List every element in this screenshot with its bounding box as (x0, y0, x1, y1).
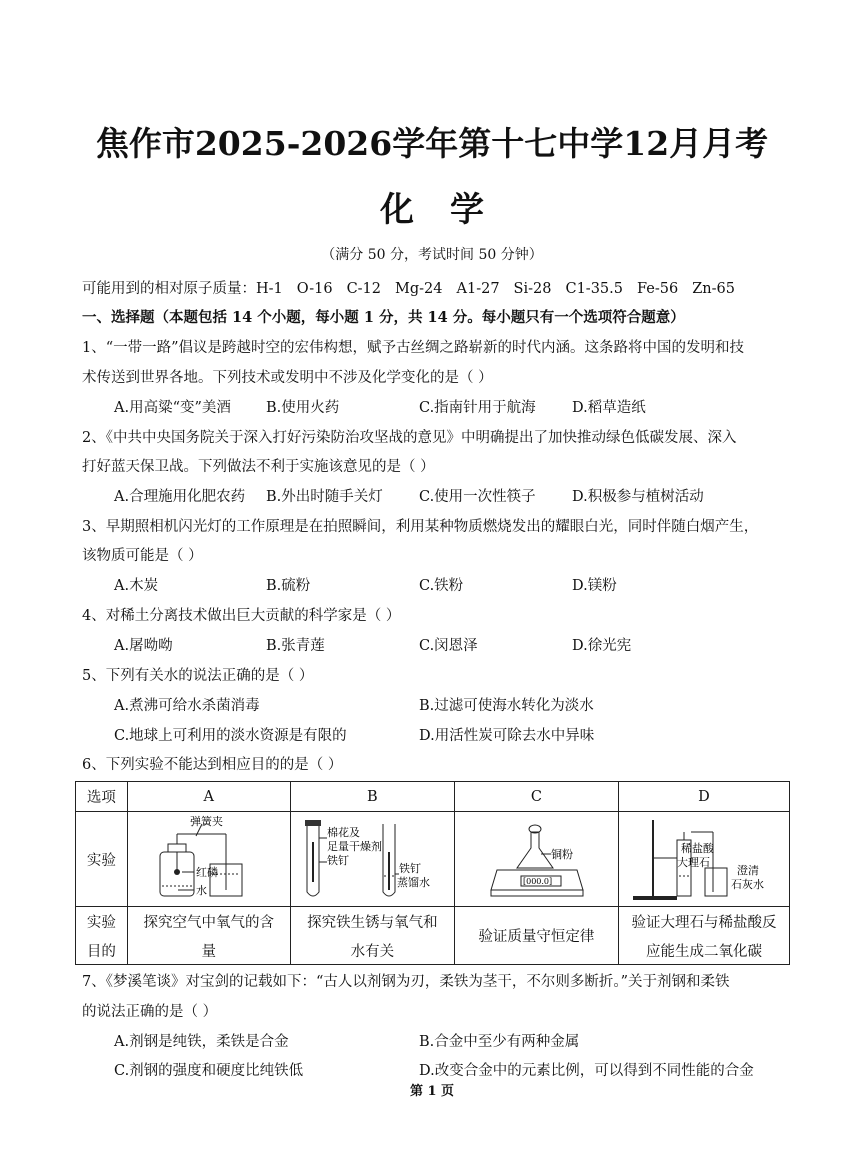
table-header-cell: A (127, 782, 290, 812)
purpose-a-line1: 探究空气中氧气的含 (143, 914, 275, 931)
label-iron-nail-1: 铁钉 (326, 854, 349, 867)
q1-stem-line2: 术传送到世界各地。下列技术或发明中不涉及化学变化的是（ ） (82, 370, 493, 386)
mass-item: Fe-56 (636, 281, 679, 297)
page-number: 第 1 页 (409, 1084, 455, 1099)
mass-item: C-12 (346, 281, 382, 297)
label-copper-powder: 铜粉 (550, 848, 573, 861)
purpose-b-line2: 水有关 (350, 943, 395, 960)
purpose-b-line1: 探究铁生锈与氧气和 (307, 914, 438, 931)
mass-item: O-16 (296, 281, 333, 297)
q7-stem-line1: 7、《梦溪笔谈》对宝剑的记载如下：“古人以剂钢为刃，柔铁为茎干，不尔则多断折。”关于剂钢和柔铁 (82, 974, 730, 990)
q4-option-b: B.张青莲 (266, 638, 325, 654)
mass-item: Zn-65 (692, 281, 735, 297)
label-spring-clip: 弹簧夹 (189, 815, 223, 828)
q1-option-a: A.用高粱“变”美酒 (114, 400, 231, 416)
q4-option-d: D.徐光宪 (572, 638, 632, 654)
label-limewater-2: 石灰水 (730, 878, 764, 891)
label-limewater-1: 澄清 (736, 864, 759, 877)
q1-option-c: C.指南针用于航海 (419, 400, 536, 416)
q4-stem-line1: 4、对稀土分离技术做出巨大贡献的科学家是（ ） (82, 608, 401, 624)
q1-stem-line1: 1、“一带一路”倡议是跨越时空的宏伟构想，赋予古丝绸之路崭新的时代内涵。这条路将中国的发明和技 (82, 340, 745, 356)
mass-item: Si-28 (513, 281, 552, 297)
purpose-c-line1: 验证质量守恒定律 (478, 929, 595, 945)
label-iron-nail-2: 铁钉 (398, 862, 421, 875)
q2-option-d: D.积极参与植树活动 (572, 489, 704, 505)
balance-readout: [000.0] (522, 877, 553, 886)
exam-note: （满分 50 分，考试时间 50 分钟） (321, 247, 543, 263)
q3-stem-line1: 3、早期照相机闪光灯的工作原理是在拍照瞬间，利用某种物质燃烧发出的耀眼白光，同时伴随白烟产生， (82, 519, 759, 535)
purpose-d-line2: 应能生成二氧化碳 (645, 943, 762, 960)
row-label-purpose-line1: 实验 (86, 914, 116, 931)
mass-item: H-1 (256, 281, 283, 297)
table-row-experiment (76, 812, 790, 907)
mass-item: Mg-24 (395, 281, 443, 297)
mass-item: C1-35.5 (565, 281, 623, 297)
apparatus-c-figure (455, 812, 619, 906)
q3-option-c: C.铁粉 (419, 578, 464, 594)
figure-cell-d (618, 812, 789, 907)
purpose-cell-d (618, 907, 789, 965)
label-dilute-hcl: 稀盐酸 (680, 842, 714, 855)
q7-option-c: C.剂钢的强度和硬度比纯铁低 (114, 1063, 304, 1079)
q3-stem-line2: 该物质可能是（ ） (82, 548, 203, 564)
purpose-cell-b (290, 907, 454, 965)
purpose-cell-c (454, 907, 618, 965)
label-distilled-water: 蒸馏水 (396, 876, 430, 889)
q2-option-b: B.外出时随手关灯 (266, 489, 383, 505)
label-red-phosphorus: 红磷 (195, 866, 218, 879)
q3-option-b: B.硫粉 (266, 578, 311, 594)
label-marble: 大理石 (676, 856, 710, 869)
q1-option-b: B.使用火药 (266, 400, 340, 416)
q6-stem-line1: 6、下列实验不能达到相应目的的是（ ） (82, 757, 343, 773)
q5-option-c: C.地球上可利用的淡水资源是有限的 (114, 728, 347, 744)
atomic-masses-label: 可能用到的相对原子质量： (82, 281, 256, 297)
q7-option-a: A.剂钢是纯铁，柔铁是合金 (114, 1034, 289, 1050)
q3-option-d: D.镁粉 (572, 578, 617, 594)
mass-item: A1-27 (456, 281, 500, 297)
section-heading: 一、选择题（本题包括 14 个小题，每小题 1 分，共 14 分。每小题只有一个选项符合题意） (82, 309, 685, 326)
table-header-row (76, 782, 790, 812)
q5-option-a: A.煮沸可给水杀菌消毒 (114, 698, 260, 714)
apparatus-b-figure (291, 812, 455, 906)
q7-option-d: D.改变合金中的元素比例，可以得到不同性能的合金 (419, 1063, 754, 1079)
table-header-cell: B (290, 782, 454, 812)
q2-stem-line2: 打好蓝天保卫战。下列做法不利于实施该意见的是（ ） (82, 459, 435, 475)
purpose-a-line2: 量 (201, 943, 217, 960)
row-label-purpose (76, 907, 128, 965)
purpose-d-line1: 验证大理石与稀盐酸反 (631, 914, 777, 931)
q1-option-d: D.稻草造纸 (572, 400, 646, 416)
table-header-cell: C (454, 782, 618, 812)
experiment-table (75, 781, 790, 965)
page-title: 焦作市2025-2026学年第十七中学12月月考 (95, 124, 769, 163)
q5-stem-line1: 5、下列有关水的说法正确的是（ ） (82, 668, 314, 684)
figure-cell-c (454, 812, 618, 907)
row-label-purpose-line2: 目的 (86, 943, 116, 960)
figure-cell-b (290, 812, 454, 907)
q5-option-d: D.用活性炭可除去水中异味 (419, 728, 595, 744)
q5-option-b: B.过滤可使海水转化为淡水 (419, 698, 594, 714)
apparatus-a-figure (128, 812, 291, 906)
table-row-purpose (76, 907, 790, 965)
q2-option-c: C.使用一次性筷子 (419, 489, 536, 505)
q3-option-a: A.木炭 (114, 578, 159, 594)
q4-option-c: C.闵恩泽 (419, 638, 478, 654)
subject-title: 化学 (380, 190, 520, 230)
purpose-cell-a (127, 907, 290, 965)
q7-option-b: B.合金中至少有两种金属 (419, 1034, 580, 1050)
q2-option-a: A.合理施用化肥农药 (114, 489, 246, 505)
table-header-cell: 选项 (76, 782, 128, 812)
q2-stem-line1: 2、《中共中央国务院关于深入打好污染防治攻坚战的意见》中明确提出了加快推动绿色低碳发展、深入 (82, 430, 737, 446)
q7-stem-line2: 的说法正确的是（ ） (82, 1004, 218, 1020)
row-label-experiment: 实验 (76, 812, 128, 907)
label-water: 水 (195, 884, 207, 897)
figure-cell-a (127, 812, 290, 907)
table-header-cell: D (618, 782, 789, 812)
atomic-masses-line (82, 277, 735, 298)
apparatus-d-figure (619, 812, 790, 906)
label-cotton: 棉花及 (326, 826, 360, 839)
q4-option-a: A.屠呦呦 (114, 638, 173, 654)
label-desiccant: 足量干燥剂 (326, 840, 382, 853)
